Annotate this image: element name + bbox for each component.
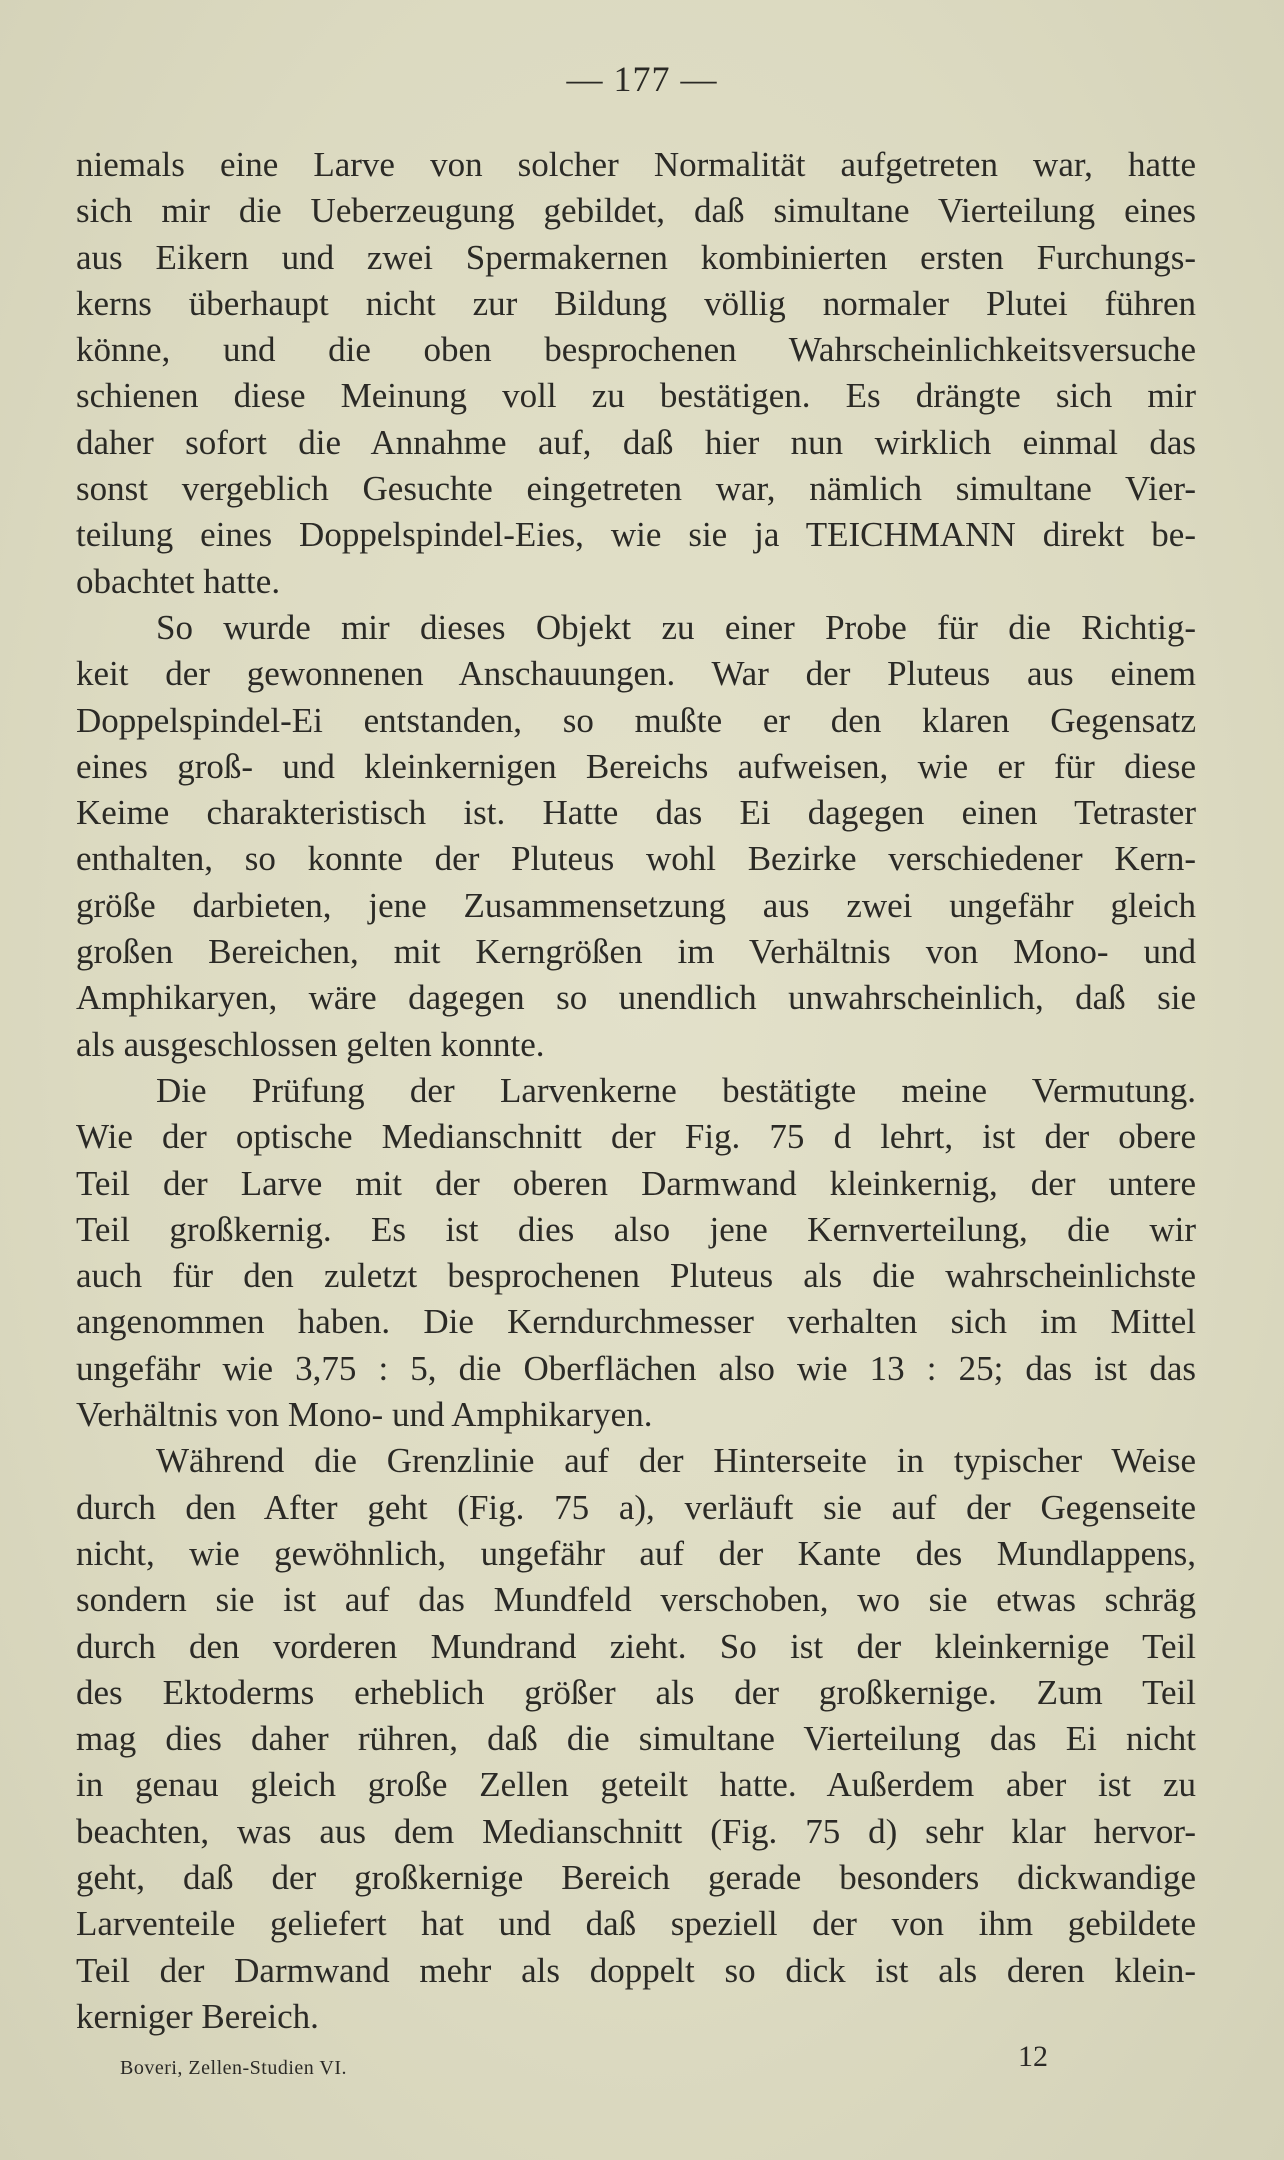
text-line: eines groß- und kleinkernigen Bereichs aufweisen, wie er für diese: [76, 746, 1196, 786]
text-line: auch für den zuletzt besprochenen Pluteus als die wahrscheinlichste: [76, 1256, 1196, 1296]
text-line: angenommen haben. Die Kerndurchmesser verhalten sich im Mittel: [76, 1302, 1196, 1342]
text-line: beachten, was aus dem Medianschnitt (Fig. 75 d) sehr klar hervor-: [76, 1811, 1196, 1851]
text-line: aus Eikern und zwei Spermakernen kombinierten ersten Furchungs-: [76, 237, 1196, 277]
text-line: Verhältnis von Mono- und Amphikaryen.: [76, 1395, 653, 1435]
text-line: Teil der Darmwand mehr als doppelt so dick ist als deren klein-: [76, 1950, 1196, 1990]
paragraph: [76, 1438, 1196, 2040]
text-line: in genau gleich große Zellen geteilt hatte. Außerdem aber ist zu: [76, 1765, 1196, 1805]
text-line: Wie der optische Medianschnitt der Fig. 75 d lehrt, ist der obere: [76, 1117, 1196, 1157]
text-line: Während die Grenzlinie auf der Hinterseite in typischer Weise: [156, 1441, 1196, 1481]
text-line: ungefähr wie 3,75 : 5, die Oberflächen also wie 13 : 25; das ist das: [76, 1348, 1196, 1388]
text-line: könne, und die oben besprochenen Wahrscheinlichkeitsversuche: [76, 330, 1196, 370]
text-line: großen Bereichen, mit Kerngrößen im Verhältnis von Mono- und: [76, 932, 1196, 972]
text-line: Keime charakteristisch ist. Hatte das Ei dagegen einen Tetraster: [76, 793, 1196, 833]
text-line: mag dies daher rühren, daß die simultane Vierteilung das Ei nicht: [76, 1719, 1196, 1759]
text-line: So wurde mir dieses Objekt zu einer Probe für die Richtig-: [156, 607, 1196, 647]
text-line: des Ektoderms erheblich größer als der großkernige. Zum Teil: [76, 1672, 1196, 1712]
text-line: enthalten, so konnte der Pluteus wohl Bezirke verschiedener Kern-: [76, 839, 1196, 879]
text-line: obachtet hatte.: [76, 561, 281, 601]
page-number: — 177 —: [566, 59, 718, 99]
text-line: keit der gewonnenen Anschauungen. War der Pluteus aus einem: [76, 654, 1196, 694]
text-line: durch den vorderen Mundrand zieht. So ist der kleinkernige Teil: [76, 1626, 1196, 1666]
sheet-signature: 12: [1018, 2040, 1048, 2073]
text-line: kerns überhaupt nicht zur Bildung völlig normaler Plutei führen: [76, 283, 1196, 323]
text-line: sondern sie ist auf das Mundfeld verschoben, wo sie etwas schräg: [76, 1580, 1196, 1620]
text-line: daher sofort die Annahme auf, daß hier nun wirklich einmal das: [76, 422, 1196, 462]
text-line: sich mir die Ueberzeugung gebildet, daß simultane Vierteilung eines: [76, 191, 1196, 231]
text-line: schienen diese Meinung voll zu bestätigen. Es drängte sich mir: [76, 376, 1196, 416]
paragraph: [76, 1068, 1196, 1438]
text-line: nicht, wie gewöhnlich, ungefähr auf der Kante des Mundlappens,: [76, 1533, 1196, 1573]
text-line: kerniger Bereich.: [76, 1996, 319, 2036]
text-line: Die Prüfung der Larvenkerne bestätigte meine Vermutung.: [156, 1070, 1196, 1110]
text-line: niemals eine Larve von solcher Normalität aufgetreten war, hatte: [76, 145, 1196, 184]
footer-source: Boveri, Zellen-Studien VI.: [120, 2057, 348, 2079]
text-line: durch den After geht (Fig. 75 a), verläuft sie auf der Gegenseite: [76, 1487, 1196, 1527]
text-line: sonst vergeblich Gesuchte eingetreten war, nämlich simultane Vier-: [76, 469, 1196, 509]
text-line: als ausgeschlossen gelten konnte.: [76, 1024, 545, 1064]
text-line: Doppelspindel-Ei entstanden, so mußte er den klaren Gegensatz: [76, 700, 1196, 740]
text-line: größe darbieten, jene Zusammensetzung aus zwei ungefähr gleich: [76, 885, 1196, 925]
text-line: Amphikaryen, wäre dagegen so unendlich unwahrscheinlich, daß sie: [76, 978, 1196, 1018]
paragraph: [76, 142, 1196, 605]
text-line: teilung eines Doppelspindel-Eies, wie sie ja TEICHMANN direkt be-: [76, 515, 1196, 555]
text-line: Larventeile geliefert hat und daß speziell der von ihm gebildete: [76, 1904, 1196, 1944]
paragraph: [76, 605, 1196, 1068]
text-line: geht, daß der großkernige Bereich gerade besonders dickwandige: [76, 1857, 1196, 1897]
text-line: Teil der Larve mit der oberen Darmwand kleinkernig, der untere: [76, 1163, 1196, 1203]
body-text: [76, 142, 1196, 2040]
text-line: Teil großkernig. Es ist dies also jene Kernverteilung, die wir: [76, 1209, 1196, 1249]
